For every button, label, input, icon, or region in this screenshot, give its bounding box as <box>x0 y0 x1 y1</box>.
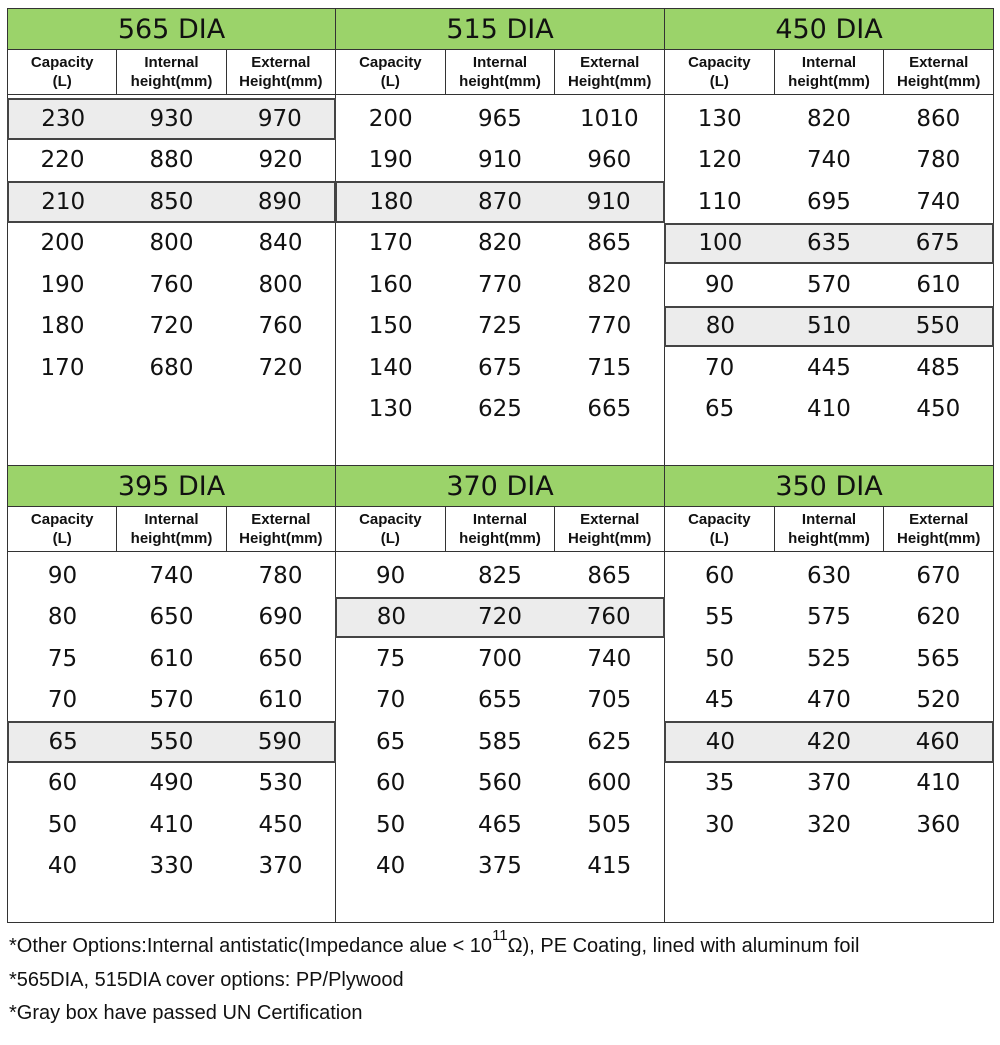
header-capacity <box>665 50 774 94</box>
table-body <box>665 95 993 430</box>
cell-external-height: 665 <box>587 396 632 423</box>
header-internal-height <box>116 507 225 551</box>
table-row <box>7 98 336 140</box>
cell-capacity: 130 <box>368 396 413 423</box>
table-row <box>8 638 335 680</box>
table-row <box>665 264 993 306</box>
header-external-label: External <box>909 54 969 71</box>
note-un-certification: *Gray box have passed UN Certification <box>9 1002 363 1024</box>
cell-internal-height: 570 <box>149 687 194 714</box>
cell-external-height: 770 <box>587 313 632 340</box>
cell-capacity: 40 <box>705 728 735 755</box>
cell-external-height: 740 <box>587 645 632 672</box>
cell-external-height: 865 <box>587 230 632 257</box>
cell-capacity: 150 <box>368 313 413 340</box>
cell-external-height: 610 <box>258 687 303 714</box>
table-row <box>8 347 335 389</box>
cell-capacity: 75 <box>47 645 78 672</box>
table-row <box>336 638 664 680</box>
panel-450-dia <box>665 8 994 466</box>
header-external-label: External <box>909 511 969 528</box>
table-row <box>336 804 664 846</box>
cell-capacity: 80 <box>47 604 78 631</box>
cell-external-height: 450 <box>916 396 961 423</box>
cell-capacity: 80 <box>376 604 406 631</box>
cell-capacity: 210 <box>41 188 86 215</box>
cell-external-height: 485 <box>916 354 961 381</box>
header-external-height <box>883 507 993 551</box>
table-row <box>336 721 664 763</box>
cell-internal-height: 800 <box>149 230 194 257</box>
cell-capacity: 200 <box>368 105 413 132</box>
cell-capacity: 130 <box>697 105 742 132</box>
cell-internal-height: 490 <box>149 770 194 797</box>
header-external-label: External <box>580 54 640 71</box>
header-external-unit: Height(mm) <box>239 530 323 547</box>
header-internal-unit: height(mm) <box>130 73 213 90</box>
panel-title: 450 DIA <box>665 9 993 50</box>
cell-capacity: 230 <box>41 105 86 132</box>
header-internal-label: Internal <box>144 54 199 71</box>
panel-title: 565 DIA <box>8 9 335 50</box>
table-row <box>8 140 335 182</box>
note-exponent: 11 <box>492 927 508 944</box>
cell-internal-height: 760 <box>149 271 194 298</box>
header-capacity-unit: (L) <box>52 73 72 90</box>
panel-565-dia <box>7 8 336 466</box>
header-capacity-label: Capacity <box>30 54 94 71</box>
header-capacity <box>8 507 116 551</box>
panel-title: 395 DIA <box>8 466 335 507</box>
cell-external-height: 610 <box>916 271 961 298</box>
header-external-height <box>226 507 335 551</box>
table-row <box>665 804 993 846</box>
cell-external-height: 360 <box>916 811 961 838</box>
cell-external-height: 450 <box>258 811 303 838</box>
cell-internal-height: 720 <box>478 604 522 631</box>
cell-external-height: 890 <box>257 188 302 215</box>
cell-external-height: 780 <box>258 562 303 589</box>
cell-internal-height: 910 <box>478 147 522 174</box>
cell-internal-height: 880 <box>149 147 194 174</box>
header-capacity-label: Capacity <box>30 511 94 528</box>
header-internal-height <box>445 50 555 94</box>
cell-external-height: 620 <box>916 604 961 631</box>
header-external-label: External <box>251 511 311 528</box>
header-internal-label: Internal <box>144 511 199 528</box>
cell-internal-height: 870 <box>478 188 522 215</box>
cell-capacity: 70 <box>47 687 78 714</box>
spec-tables <box>7 8 994 923</box>
cell-internal-height: 740 <box>149 562 194 589</box>
cell-capacity: 140 <box>368 354 413 381</box>
panel-515-dia <box>336 8 665 466</box>
table-row <box>336 98 664 140</box>
cell-internal-height: 610 <box>149 645 194 672</box>
cell-capacity: 70 <box>376 687 406 714</box>
table-row <box>336 140 664 182</box>
header-internal-label: Internal <box>801 511 857 528</box>
table-body <box>665 552 993 846</box>
cell-external-height: 1010 <box>580 105 639 132</box>
table-row <box>664 223 994 265</box>
footnotes <box>9 927 999 1030</box>
cell-capacity: 65 <box>705 396 735 423</box>
table-row <box>335 597 665 639</box>
header-external-unit: Height(mm) <box>897 73 981 90</box>
cell-internal-height: 655 <box>478 687 522 714</box>
cell-internal-height: 550 <box>149 728 194 755</box>
header-capacity-unit: (L) <box>380 73 400 90</box>
panel-title: 515 DIA <box>336 9 664 50</box>
cell-internal-height: 630 <box>807 562 851 589</box>
panel-395-dia <box>7 466 336 923</box>
cell-external-height: 625 <box>587 728 632 755</box>
cell-internal-height: 470 <box>807 687 851 714</box>
cell-internal-height: 695 <box>807 188 851 215</box>
cell-external-height: 590 <box>257 728 302 755</box>
cell-capacity: 70 <box>705 354 735 381</box>
cell-external-height: 780 <box>916 147 961 174</box>
cell-capacity: 50 <box>47 811 78 838</box>
cell-internal-height: 820 <box>807 105 851 132</box>
table-row <box>336 306 664 348</box>
header-internal-label: Internal <box>472 511 528 528</box>
cell-internal-height: 625 <box>478 396 522 423</box>
cell-internal-height: 560 <box>478 770 522 797</box>
table-row <box>665 347 993 389</box>
header-capacity-label: Capacity <box>688 511 751 528</box>
cell-internal-height: 930 <box>149 105 194 132</box>
header-internal-unit: height(mm) <box>788 530 870 547</box>
cell-capacity: 170 <box>368 230 413 257</box>
cell-external-height: 715 <box>587 354 632 381</box>
cell-capacity: 200 <box>40 230 85 257</box>
cell-capacity: 110 <box>697 188 742 215</box>
cell-internal-height: 725 <box>478 313 522 340</box>
cell-capacity: 180 <box>369 188 414 215</box>
table-row <box>336 347 664 389</box>
cell-internal-height: 465 <box>478 811 522 838</box>
table-row <box>8 680 335 722</box>
cell-external-height: 530 <box>258 770 303 797</box>
cell-capacity: 60 <box>376 770 406 797</box>
panel-370-dia <box>336 466 665 923</box>
header-capacity <box>665 507 774 551</box>
cell-capacity: 75 <box>376 645 406 672</box>
table-row <box>336 763 664 805</box>
table-row <box>665 140 993 182</box>
table-row <box>665 597 993 639</box>
table-row <box>7 181 336 223</box>
cell-internal-height: 410 <box>149 811 194 838</box>
bottom-panel-row <box>7 466 994 923</box>
cell-capacity: 80 <box>705 313 735 340</box>
table-row <box>665 389 993 431</box>
header-internal-unit: height(mm) <box>788 73 870 90</box>
header-internal-height <box>445 507 555 551</box>
cell-external-height: 820 <box>587 271 632 298</box>
table-body <box>336 552 664 887</box>
table-row <box>665 763 993 805</box>
cell-capacity: 50 <box>376 811 406 838</box>
cell-external-height: 920 <box>258 147 303 174</box>
cell-internal-height: 740 <box>807 147 851 174</box>
header-internal-height <box>116 50 225 94</box>
table-row <box>8 846 335 888</box>
note-other-options-text: *Other Options:Internal antistatic(Impedance alue < 10 <box>9 935 493 957</box>
cell-capacity: 160 <box>368 271 413 298</box>
cell-external-height: 760 <box>586 604 631 631</box>
table-row <box>665 98 993 140</box>
header-capacity <box>8 50 116 94</box>
cell-internal-height: 525 <box>807 645 851 672</box>
cell-internal-height: 570 <box>807 271 851 298</box>
cell-external-height: 970 <box>257 105 302 132</box>
cell-capacity: 65 <box>48 728 78 755</box>
header-external-height <box>554 50 664 94</box>
cell-external-height: 720 <box>258 354 303 381</box>
header-capacity-unit: (L) <box>709 73 729 90</box>
cell-internal-height: 680 <box>149 354 194 381</box>
cell-external-height: 460 <box>915 728 960 755</box>
header-capacity-label: Capacity <box>359 511 422 528</box>
table-row <box>665 638 993 680</box>
cell-capacity: 170 <box>40 354 85 381</box>
header-external-unit: Height(mm) <box>568 73 652 90</box>
table-row <box>8 306 335 348</box>
header-capacity-unit: (L) <box>709 530 729 547</box>
note-other-options <box>9 927 999 964</box>
table-row <box>8 763 335 805</box>
cell-capacity: 55 <box>705 604 735 631</box>
cell-capacity: 190 <box>40 271 85 298</box>
cell-capacity: 220 <box>40 147 85 174</box>
top-panel-row <box>7 8 994 466</box>
table-row <box>8 223 335 265</box>
table-row <box>336 555 664 597</box>
header-external-height <box>883 50 993 94</box>
cell-internal-height: 370 <box>807 770 851 797</box>
header-external-unit: Height(mm) <box>568 530 652 547</box>
cell-capacity: 90 <box>705 271 735 298</box>
cell-external-height: 840 <box>258 230 303 257</box>
header-capacity-unit: (L) <box>380 530 400 547</box>
header-external-label: External <box>251 54 311 71</box>
cell-capacity: 45 <box>705 687 735 714</box>
header-internal-label: Internal <box>472 54 528 71</box>
column-header-row <box>8 50 335 95</box>
cell-internal-height: 445 <box>807 354 851 381</box>
header-external-height <box>226 50 335 94</box>
cell-external-height: 670 <box>916 562 961 589</box>
table-row <box>8 555 335 597</box>
header-internal-height <box>774 50 884 94</box>
cell-internal-height: 820 <box>478 230 522 257</box>
table-row <box>336 389 664 431</box>
column-header-row <box>336 50 664 95</box>
cell-external-height: 800 <box>258 271 303 298</box>
cell-internal-height: 420 <box>807 728 851 755</box>
cell-internal-height: 320 <box>807 811 851 838</box>
table-row <box>335 181 665 223</box>
cell-capacity: 90 <box>47 562 78 589</box>
cell-internal-height: 720 <box>149 313 194 340</box>
header-capacity <box>336 50 445 94</box>
cell-internal-height: 850 <box>149 188 194 215</box>
header-internal-height <box>774 507 884 551</box>
cell-capacity: 60 <box>47 770 78 797</box>
cell-external-height: 650 <box>258 645 303 672</box>
table-row <box>664 306 994 348</box>
cell-external-height: 690 <box>258 604 303 631</box>
table-row <box>8 264 335 306</box>
cell-external-height: 415 <box>587 853 632 880</box>
cell-external-height: 960 <box>587 147 632 174</box>
table-row <box>8 597 335 639</box>
cell-internal-height: 770 <box>478 271 522 298</box>
cell-external-height: 505 <box>587 811 632 838</box>
cell-capacity: 90 <box>376 562 406 589</box>
cell-external-height: 370 <box>258 853 303 880</box>
cell-internal-height: 675 <box>478 354 522 381</box>
cell-external-height: 760 <box>258 313 303 340</box>
cell-external-height: 740 <box>916 188 961 215</box>
column-header-row <box>8 507 335 552</box>
header-internal-unit: height(mm) <box>459 530 541 547</box>
cell-internal-height: 510 <box>807 313 851 340</box>
column-header-row <box>665 50 993 95</box>
cell-internal-height: 375 <box>478 853 522 880</box>
table-row <box>7 721 336 763</box>
table-row <box>8 804 335 846</box>
cell-internal-height: 825 <box>478 562 522 589</box>
table-row <box>336 846 664 888</box>
cell-capacity: 180 <box>40 313 85 340</box>
table-row <box>336 680 664 722</box>
table-row <box>665 181 993 223</box>
cell-external-height: 910 <box>586 188 631 215</box>
table-row <box>665 680 993 722</box>
cell-capacity: 60 <box>705 562 735 589</box>
cell-internal-height: 330 <box>149 853 194 880</box>
header-capacity-label: Capacity <box>359 54 422 71</box>
cell-capacity: 40 <box>376 853 406 880</box>
cell-internal-height: 410 <box>807 396 851 423</box>
cell-capacity: 100 <box>698 230 743 257</box>
cell-external-height: 705 <box>587 687 632 714</box>
panel-title: 350 DIA <box>665 466 993 507</box>
table-row <box>665 555 993 597</box>
note-other-options-text-end: Ω), PE Coating, lined with aluminum foil <box>507 935 860 957</box>
cell-capacity: 40 <box>47 853 78 880</box>
header-internal-unit: height(mm) <box>130 530 213 547</box>
panel-350-dia <box>665 466 994 923</box>
cell-internal-height: 650 <box>149 604 194 631</box>
cell-external-height: 520 <box>916 687 961 714</box>
cell-internal-height: 575 <box>807 604 851 631</box>
cell-internal-height: 635 <box>807 230 851 257</box>
cell-capacity: 30 <box>705 811 735 838</box>
cell-internal-height: 700 <box>478 645 522 672</box>
cell-capacity: 35 <box>705 770 735 797</box>
header-internal-label: Internal <box>801 54 857 71</box>
header-external-unit: Height(mm) <box>897 530 981 547</box>
cell-external-height: 565 <box>916 645 961 672</box>
cell-internal-height: 965 <box>478 105 522 132</box>
header-external-unit: Height(mm) <box>239 73 323 90</box>
cell-external-height: 600 <box>587 770 632 797</box>
table-body <box>8 552 335 887</box>
cell-capacity: 120 <box>697 147 742 174</box>
header-capacity <box>336 507 445 551</box>
cell-external-height: 675 <box>915 230 960 257</box>
table-row <box>336 264 664 306</box>
header-capacity-unit: (L) <box>52 530 72 547</box>
cell-external-height: 860 <box>916 105 961 132</box>
cell-capacity: 50 <box>705 645 735 672</box>
header-capacity-label: Capacity <box>688 54 751 71</box>
cell-external-height: 550 <box>915 313 960 340</box>
cell-capacity: 190 <box>368 147 413 174</box>
cell-external-height: 410 <box>916 770 961 797</box>
table-row <box>664 721 994 763</box>
cell-capacity: 65 <box>376 728 406 755</box>
column-header-row <box>336 507 664 552</box>
cell-internal-height: 585 <box>478 728 522 755</box>
column-header-row <box>665 507 993 552</box>
note-cover-options: *565DIA, 515DIA cover options: PP/Plywood <box>9 969 404 991</box>
header-external-label: External <box>580 511 640 528</box>
cell-external-height: 865 <box>587 562 632 589</box>
panel-title: 370 DIA <box>336 466 664 507</box>
header-external-height <box>554 507 664 551</box>
table-row <box>336 223 664 265</box>
table-body <box>8 95 335 389</box>
header-internal-unit: height(mm) <box>459 73 541 90</box>
table-body <box>336 95 664 430</box>
